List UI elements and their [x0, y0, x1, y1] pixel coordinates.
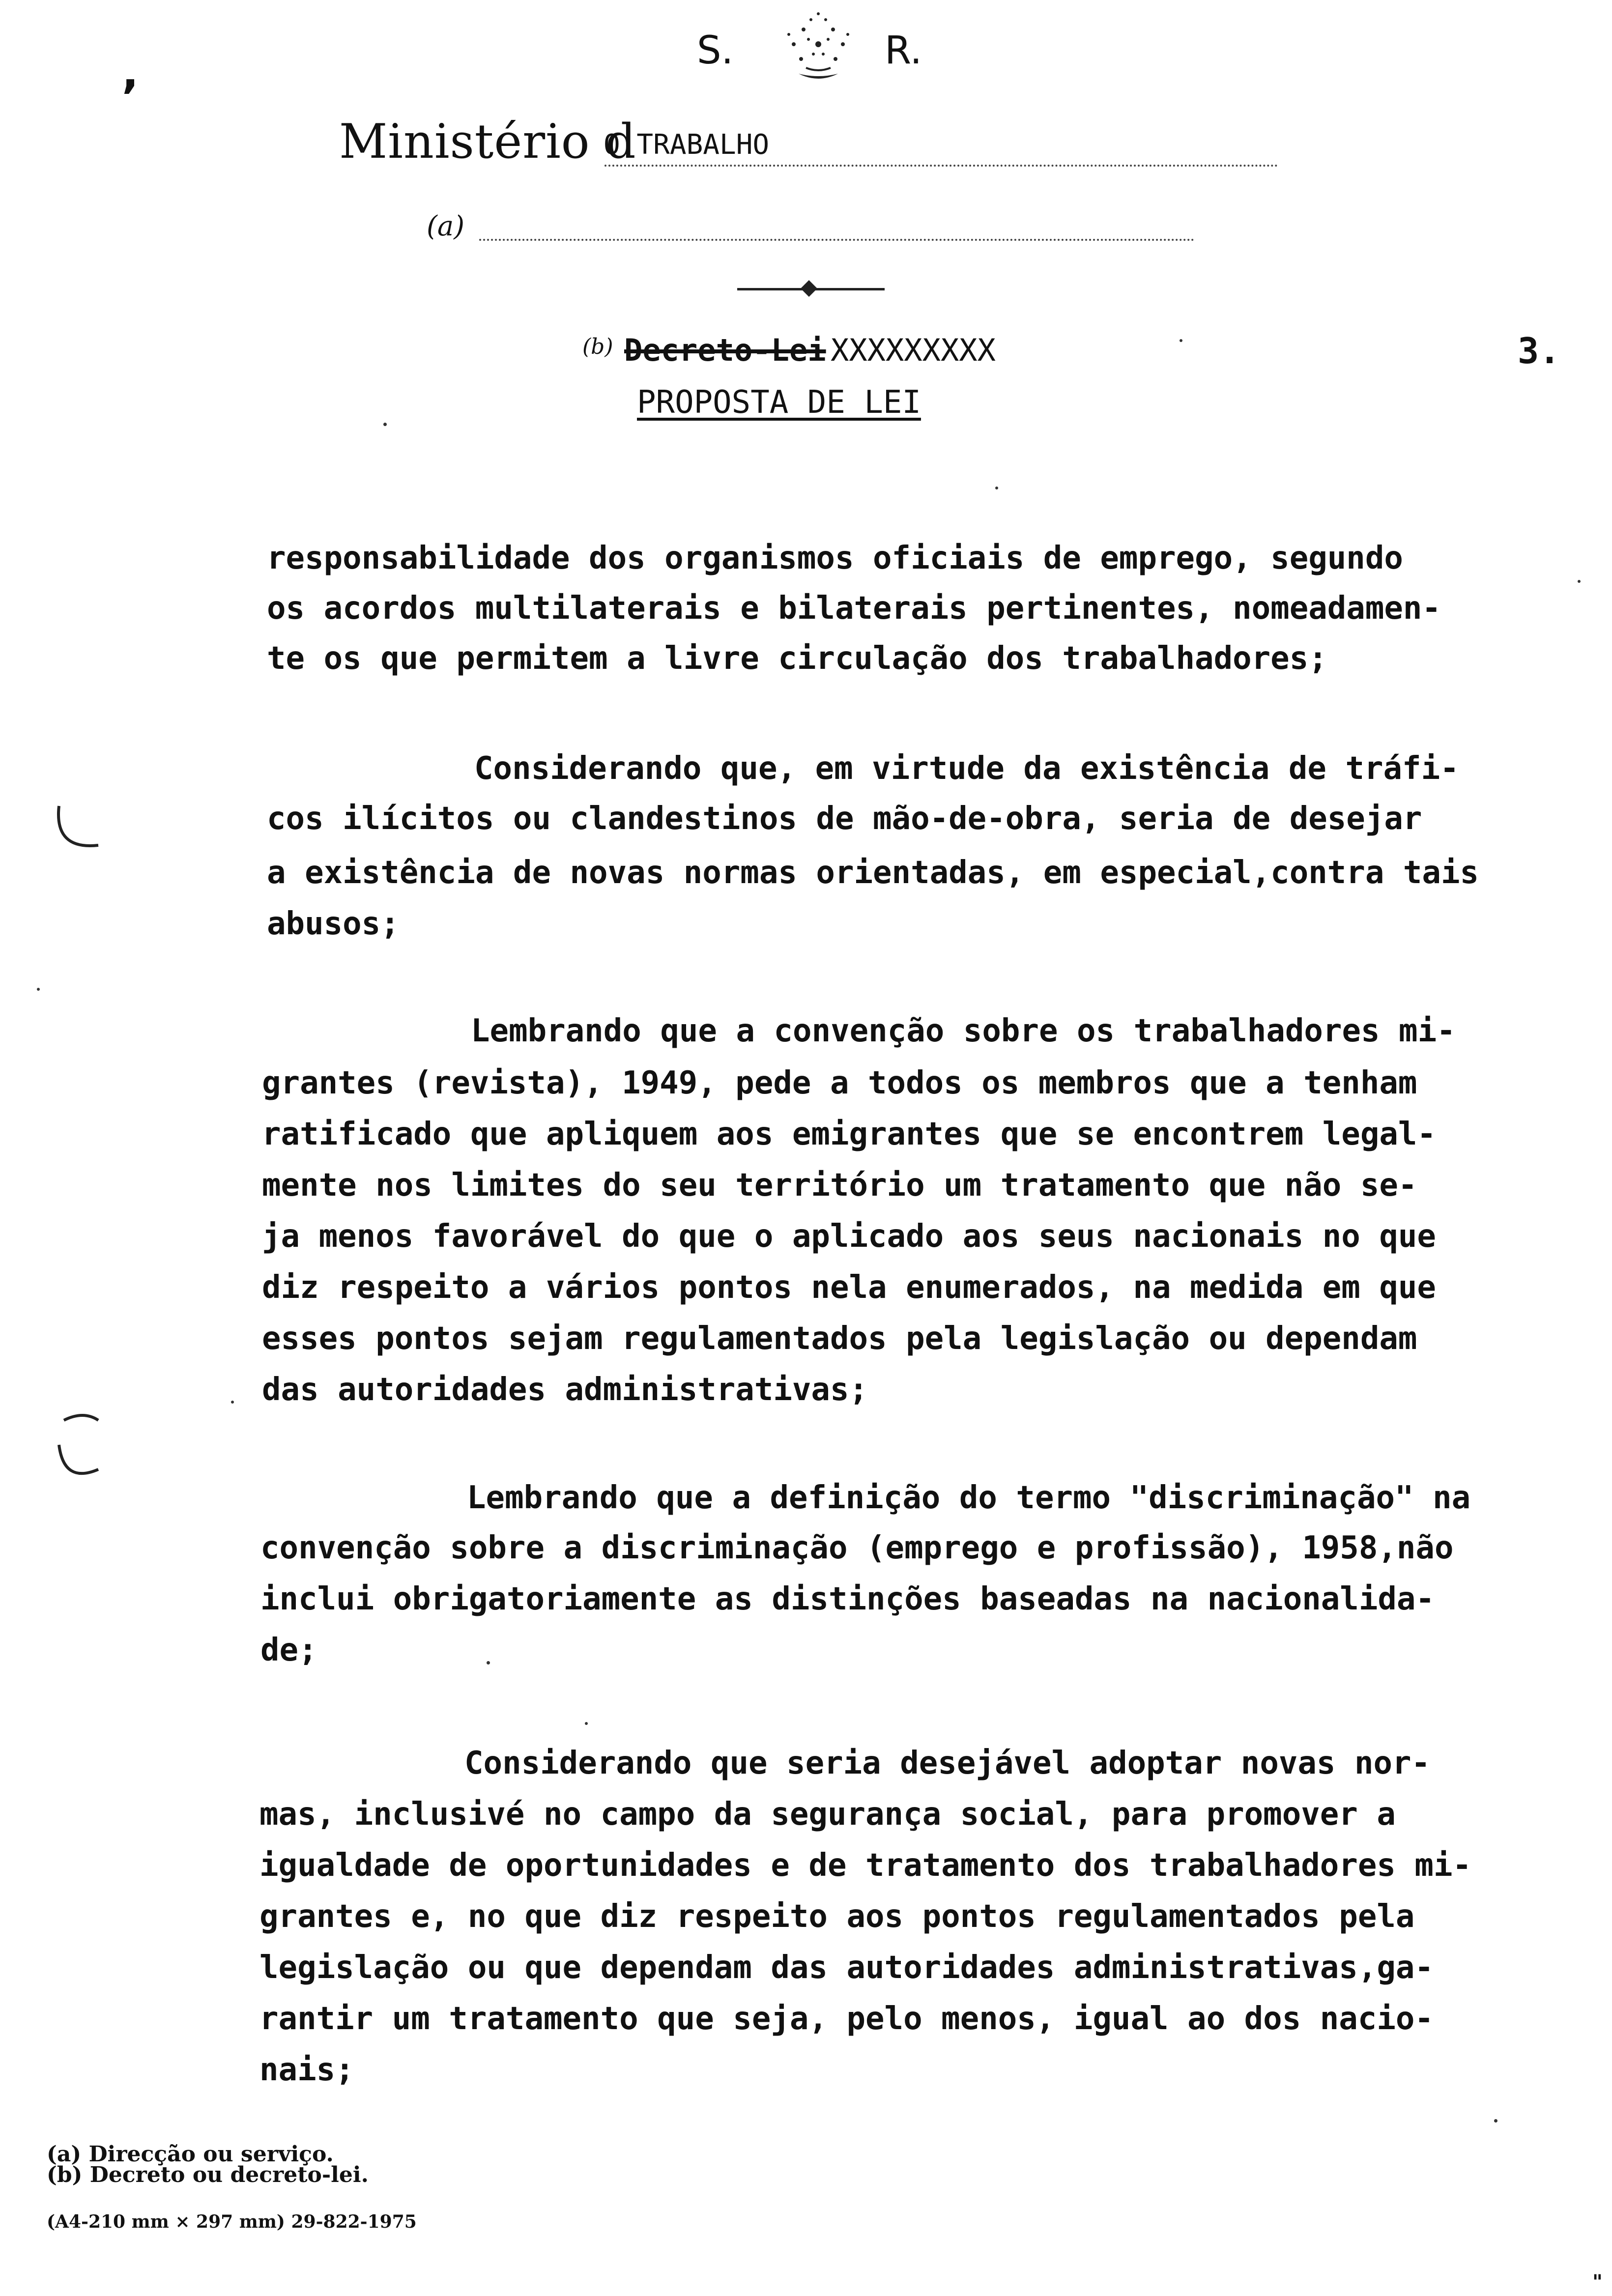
page-number: 3. [1518, 330, 1560, 372]
body-line: Lembrando que a definição do termo "discriminação" na [467, 1480, 1471, 1516]
body-line: mas, inclusivé no campo da segurança social, para promover a [259, 1796, 1396, 1833]
footnote-b: (b) Decreto ou decreto-lei. [47, 2162, 369, 2187]
body-line: nais; [259, 2052, 354, 2088]
body-line: Considerando que, em virtude da existência de tráfi- [474, 750, 1459, 787]
document-title: PROPOSTA DE LEI [637, 384, 921, 421]
body-line: esses pontos sejam regulamentados pela legislação ou dependam [262, 1320, 1417, 1357]
field-b-struck-text: Decreto-Lei [624, 332, 826, 368]
punch-hole-mark-icon [49, 1410, 108, 1489]
scan-speck [383, 423, 387, 426]
body-line: ja menos favorável do que o aplicado aos seus nacionais no que [262, 1218, 1436, 1255]
body-line: convenção sobre a discriminação (emprego e profissão), 1958,não [260, 1530, 1454, 1566]
scan-speck [1578, 580, 1581, 583]
body-line: diz respeito a vários pontos nela enumerados, na medida em que [262, 1269, 1436, 1306]
footnote-a: (a) Direcção ou serviço. [47, 2142, 334, 2167]
body-line: legislação ou que dependam das autoridades administrativas,ga- [259, 1950, 1434, 1986]
body-line: ratificado que apliquem aos emigrantes que se encontrem legal- [262, 1116, 1436, 1152]
field-b-label: (b) [582, 334, 613, 359]
body-line: inclui obrigatoriamente as distinções baseadas na nacionalida- [260, 1581, 1435, 1617]
body-line: rantir um tratamento que seja, pelo menos, igual ao dos nacio- [259, 2001, 1434, 2037]
body-line: de; [260, 1632, 317, 1668]
body-line: os acordos multilaterais e bilaterais pertinentes, nomeadamen- [267, 590, 1441, 627]
stray-comma-mark: , [122, 47, 139, 98]
corner-mark: " [1592, 2270, 1603, 2294]
scan-speck [585, 1722, 588, 1725]
field-b-x-marks: XXXXXXXXX [831, 332, 996, 368]
body-line: abusos; [267, 906, 400, 942]
header-letter-s: S. [697, 29, 734, 73]
body-line: a existência de novas normas orientadas, em especial,contra tais [267, 855, 1479, 891]
body-line: mente nos limites do seu território um tratamento que não se- [262, 1167, 1417, 1204]
punch-hole-mark-icon [49, 796, 108, 865]
scan-speck [487, 1661, 490, 1665]
scan-speck [995, 487, 998, 489]
scan-speck [231, 1401, 234, 1404]
scan-speck [37, 988, 40, 991]
body-line: das autoridades administrativas; [262, 1372, 868, 1408]
scan-speck [1494, 2119, 1497, 2123]
body-line: grantes e, no que diz respeito aos pontos regulamentados pela [259, 1898, 1415, 1935]
field-a-label: (a) [427, 210, 465, 242]
body-line: grantes (revista), 1949, pede a todos os membros que a tenham [262, 1065, 1417, 1101]
body-line: cos ilícitos ou clandestinos de mão-de-obra, seria de desejar [267, 801, 1422, 837]
body-line: Considerando que seria desejável adoptar novas nor- [464, 1745, 1431, 1781]
scan-speck [1180, 339, 1182, 342]
body-line: te os que permitem a livre circulação dos trabalhadores; [267, 640, 1327, 677]
body-line: igualdade de oportunidades e de tratamento dos trabalhadores mi- [259, 1847, 1471, 1884]
body-line: Lembrando que a convenção sobre os trabalhadores mi- [471, 1013, 1456, 1049]
body-line: responsabilidade dos organismos oficiais de emprego, segundo [267, 540, 1403, 576]
ministry-name: O TRABALHO [604, 129, 770, 161]
print-info: (A4-210 mm × 297 mm) 29-822-1975 [47, 2211, 417, 2232]
header-letter-r: R. [885, 29, 922, 73]
ministry-prefix: Ministério d [339, 114, 636, 169]
